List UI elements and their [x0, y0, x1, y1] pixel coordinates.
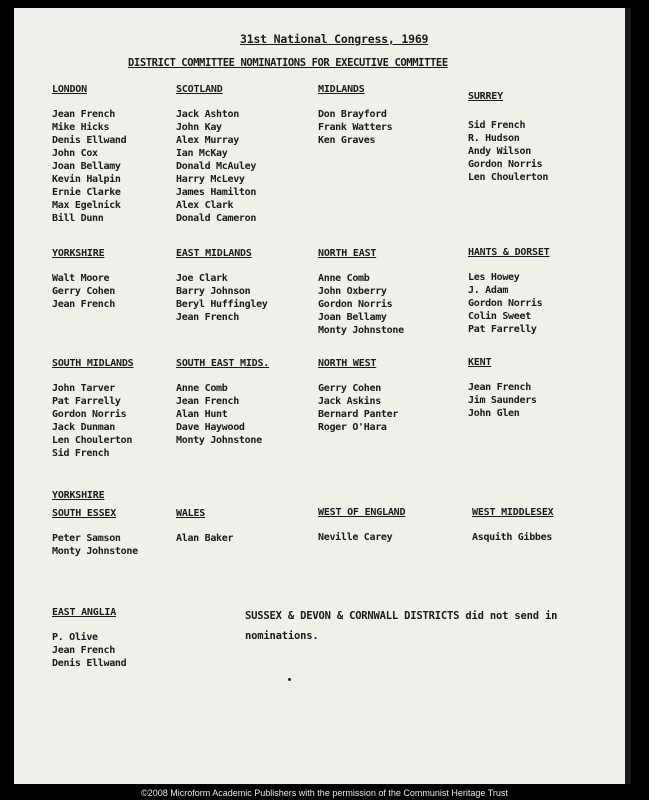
district-heading: YORKSHIRE — [52, 248, 105, 259]
page-subtitle: DISTRICT COMMITTEE NOMINATIONS FOR EXECUTIVE COMMITTEE — [128, 57, 448, 69]
member-name: Barry Johnson — [176, 286, 251, 297]
member-name: Joan Bellamy — [52, 161, 121, 172]
copyright-footer: ©2008 Microform Academic Publishers with the permission of the Communist Heritage Trust — [141, 788, 508, 798]
member-name: Gordon Norris — [468, 298, 543, 309]
member-name: Alex Murray — [176, 135, 239, 146]
district-heading: KENT — [468, 357, 492, 368]
page-edge-shadow — [625, 8, 631, 784]
member-name: Colin Sweet — [468, 311, 531, 322]
member-name: Ernie Clarke — [52, 187, 121, 198]
member-name: John Kay — [176, 122, 222, 133]
member-name: Neville Carey — [318, 532, 393, 543]
district-members — [52, 382, 132, 460]
member-name: Andy Wilson — [468, 146, 531, 157]
member-name: Len Choulerton — [468, 172, 549, 183]
member-name: Ian McKay — [176, 148, 228, 159]
member-name: Jean French — [52, 645, 115, 656]
district-heading: SOUTH MIDLANDS — [52, 358, 134, 369]
member-name: John Glen — [468, 408, 520, 419]
member-name: Jean French — [52, 109, 115, 120]
member-name: Mike Hicks — [52, 122, 110, 133]
member-name: John Cox — [52, 148, 98, 159]
district-members — [318, 272, 404, 337]
member-name: Sid French — [468, 120, 526, 131]
district-members — [176, 108, 256, 225]
member-name: Jean French — [52, 299, 115, 310]
district-heading: WEST OF ENGLAND — [318, 507, 406, 518]
member-name: Harry McLevy — [176, 174, 245, 185]
member-name: Pat Farrelly — [468, 324, 537, 335]
member-name: Donald McAuley — [176, 161, 257, 172]
member-name: Joan Bellamy — [318, 312, 387, 323]
district-heading: SURREY — [468, 91, 503, 102]
page-title: 31st National Congress, 1969 — [240, 32, 429, 46]
member-name: Walt Moore — [52, 273, 110, 284]
member-name: Jean French — [176, 312, 239, 323]
district-heading: WALES — [176, 508, 206, 519]
member-name: P. Olive — [52, 632, 98, 643]
district-heading: MIDLANDS — [318, 84, 365, 95]
member-name: Jack Dunman — [52, 422, 115, 433]
district-members — [468, 381, 537, 420]
district-members — [468, 119, 548, 184]
nominations-note: SUSSEX & DEVON & CORNWALL DISTRICTS did not send in nominations. — [245, 610, 558, 642]
member-name: Don Brayford — [318, 109, 387, 120]
member-name: Bernard Panter — [318, 409, 399, 420]
district-members — [52, 272, 115, 311]
member-name: Alex Clark — [176, 200, 234, 211]
district-heading: SCOTLAND — [176, 84, 223, 95]
district-members — [52, 631, 126, 670]
member-name: Gordon Norris — [52, 409, 127, 420]
member-name: Jean French — [468, 382, 531, 393]
district-members — [468, 271, 542, 336]
member-name: Gerry Cohen — [52, 286, 115, 297]
district-members — [472, 531, 552, 544]
member-name: Jack Ashton — [176, 109, 239, 120]
district-members — [318, 531, 392, 544]
district-heading: NORTH WEST — [318, 358, 377, 369]
extra-yorkshire-heading: YORKSHIRE — [52, 490, 105, 501]
district-heading: NORTH EAST — [318, 248, 377, 259]
member-name: Gordon Norris — [318, 299, 393, 310]
member-name: R. Hudson — [468, 133, 520, 144]
member-name: Peter Samson — [52, 533, 121, 544]
member-name: Roger O'Hara — [318, 422, 387, 433]
member-name: Monty Johnstone — [52, 546, 138, 557]
district-members — [52, 108, 126, 225]
district-heading: SOUTH ESSEX — [52, 508, 117, 519]
district-heading: WEST MIDDLESEX — [472, 507, 554, 518]
member-name: James Hamilton — [176, 187, 257, 198]
member-name: Denis Ellwand — [52, 658, 127, 669]
district-heading: EAST MIDLANDS — [176, 248, 252, 259]
member-name: Frank Watters — [318, 122, 393, 133]
member-name: Monty Johnstone — [318, 325, 404, 336]
member-name: Ken Graves — [318, 135, 376, 146]
member-name: Jean French — [176, 396, 239, 407]
member-name: Dave Haywood — [176, 422, 245, 433]
member-name: Anne Comb — [318, 273, 370, 284]
member-name: Joe Clark — [176, 273, 228, 284]
member-name: Alan Baker — [176, 533, 234, 544]
district-members — [176, 382, 262, 447]
district-heading: EAST ANGLIA — [52, 607, 117, 618]
member-name: Jim Saunders — [468, 395, 537, 406]
district-heading: HANTS & DORSET — [468, 247, 550, 258]
member-name: Jack Askins — [318, 396, 381, 407]
district-heading: SOUTH EAST MIDS. — [176, 358, 270, 369]
member-name: Alan Hunt — [176, 409, 228, 420]
member-name: J. Adam — [468, 285, 509, 296]
member-name: John Oxberry — [318, 286, 387, 297]
member-name: Anne Comb — [176, 383, 228, 394]
member-name: Monty Johnstone — [176, 435, 262, 446]
member-name: Beryl Huffingley — [176, 299, 268, 310]
member-name: Len Choulerton — [52, 435, 133, 446]
member-name: Les Howey — [468, 272, 520, 283]
member-name: Pat Farrelly — [52, 396, 121, 407]
district-members — [318, 382, 398, 434]
member-name: Sid French — [52, 448, 110, 459]
member-name: Gerry Cohen — [318, 383, 381, 394]
member-name: Kevin Halpin — [52, 174, 121, 185]
member-name: Gordon Norris — [468, 159, 543, 170]
ink-mark — [288, 678, 291, 681]
district-members — [176, 272, 268, 324]
district-members — [176, 532, 233, 545]
member-name: Asquith Gibbes — [472, 532, 553, 543]
member-name: Bill Dunn — [52, 213, 104, 224]
member-name: Donald Cameron — [176, 213, 257, 224]
member-name: John Tarver — [52, 383, 115, 394]
district-members — [52, 532, 138, 558]
district-heading: LONDON — [52, 84, 87, 95]
member-name: Max Egelnick — [52, 200, 121, 211]
district-members — [318, 108, 392, 147]
member-name: Denis Ellwand — [52, 135, 127, 146]
